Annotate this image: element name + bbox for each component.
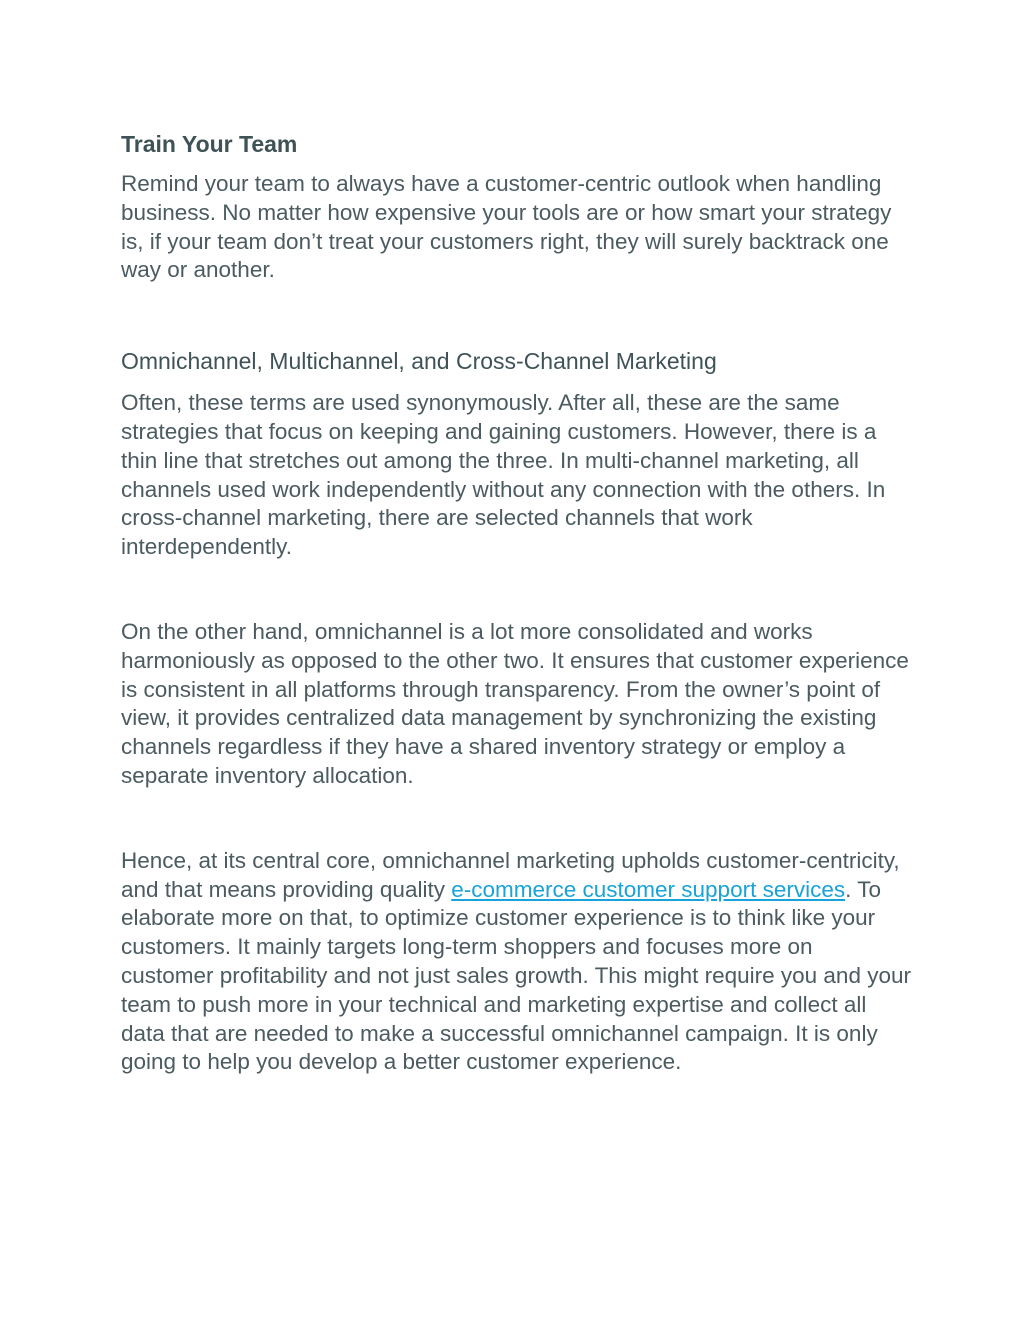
paragraph-text-before-link: Hence, at its central core, omnichannel marketing upholds customer-centricity, and that means providing quality — [121, 847, 900, 902]
paragraph-omnichannel-core — [121, 847, 911, 1077]
section-heading-train-your-team: Train Your Team — [121, 131, 298, 157]
paragraph-omnichannel-definitions: Often, these terms are used synonymously. After all, these are the same strategies that focus on keeping and gaining customers. However, there is a thin line that stretches out among the three. In multi-channel marketing, all channels used work independently without any connection with the others. In cross-channel marketing, there are selected channels that work interdependently. — [121, 390, 886, 560]
document-page — [121, 128, 911, 1077]
paragraph-text-after-link: . To elaborate more on that, to optimize customer experience is to think like your customers. It mainly targets long-term shoppers and focuses more on customer profitability and not just sales growth. This might require you and your team to push more in your technical and marketing expertise and collect all data that are needed to make a successful omnichannel campaign. It is only going to help you develop a better customer experience. — [121, 876, 911, 1075]
paragraph-omnichannel-other-hand: On the other hand, omnichannel is a lot more consolidated and works harmoniously as opposed to the other two. It ensures that customer experience is consistent in all platforms through transparency. From the owner’s point of view, it provides centralized data management by synchronizing the existing channels regardless if they have a shared inventory strategy or employ a separate inventory allocation. — [121, 618, 909, 788]
spacer — [121, 285, 911, 345]
ecommerce-support-link[interactable]: e-commerce customer support services — [451, 876, 846, 902]
spacer — [121, 562, 911, 618]
spacer — [121, 791, 911, 847]
paragraph-train-your-team: Remind your team to always have a customer-centric outlook when handling business. No matter how expensive your tools are or how smart your strategy is, if your team don’t treat your customers right, they will surely backtrack one way or another. — [121, 171, 892, 283]
section-heading-omnichannel: Omnichannel, Multichannel, and Cross-Channel Marketing — [121, 348, 717, 375]
